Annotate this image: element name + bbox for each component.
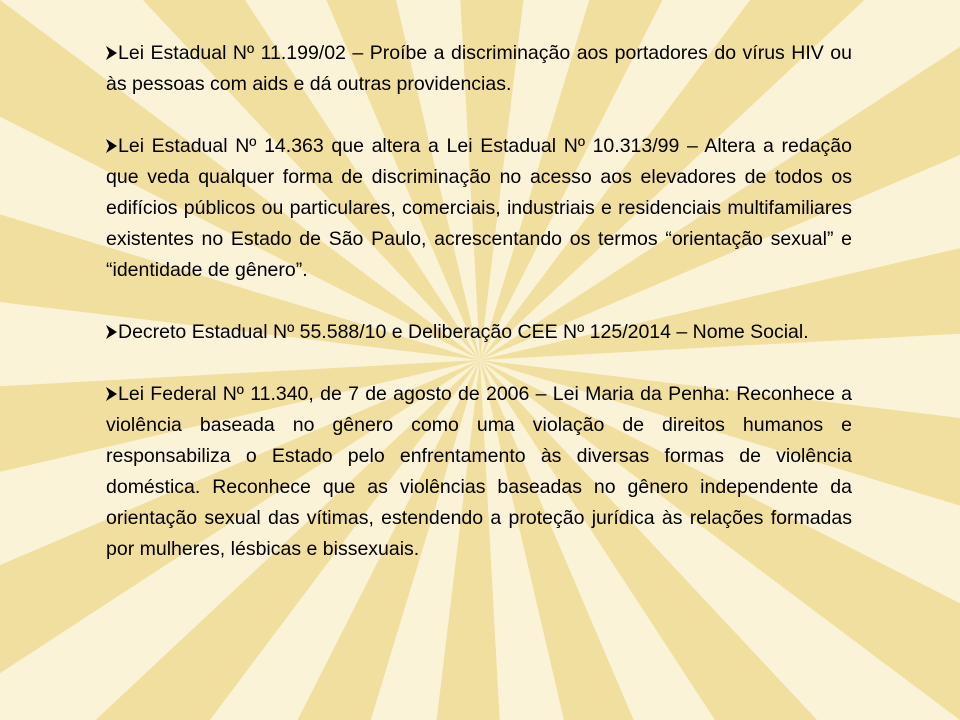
list-item-text: Lei Estadual Nº 14.363 que altera a Lei Estadual Nº 10.313/99 – Altera a redação que veda qualquer forma de discriminação no acesso aos elevadores de todos os edifícios públicos ou particulares, comerciais, industriais e residenciais multifamiliares existentes no Estado de São Paulo, acrescentando os termos “orientação sexual” e “identidade de gênero”.: [106, 135, 852, 281]
list-item: [106, 38, 852, 100]
list-item-text: Lei Federal Nº 11.340, de 7 de agosto de 2006 – Lei Maria da Penha: Reconhece a violência baseada no gênero como uma violação de direitos humanos e responsabiliza o Estado pelo enfrentamento às diversas formas de violência doméstica. Reconhece que as violências baseadas no gênero independente da orientação sexual das vítimas, estendendo a proteção jurídica às relações formadas por mulheres, lésbicas e bissexuais.: [106, 383, 852, 560]
arrowhead-icon: [106, 325, 117, 339]
arrowhead-icon: [106, 46, 117, 60]
bullet-list: [106, 38, 852, 565]
list-item: [106, 131, 852, 286]
arrowhead-icon: [106, 387, 117, 401]
list-item: [106, 317, 852, 348]
list-item: [106, 379, 852, 565]
list-item-text: Lei Estadual Nº 11.199/02 – Proíbe a discriminação aos portadores do vírus HIV ou às pessoas com aids e dá outras providencias.: [106, 42, 852, 95]
list-item-text: Decreto Estadual Nº 55.588/10 e Deliberação CEE Nº 125/2014 – Nome Social.: [118, 321, 809, 343]
arrowhead-icon: [106, 139, 117, 153]
